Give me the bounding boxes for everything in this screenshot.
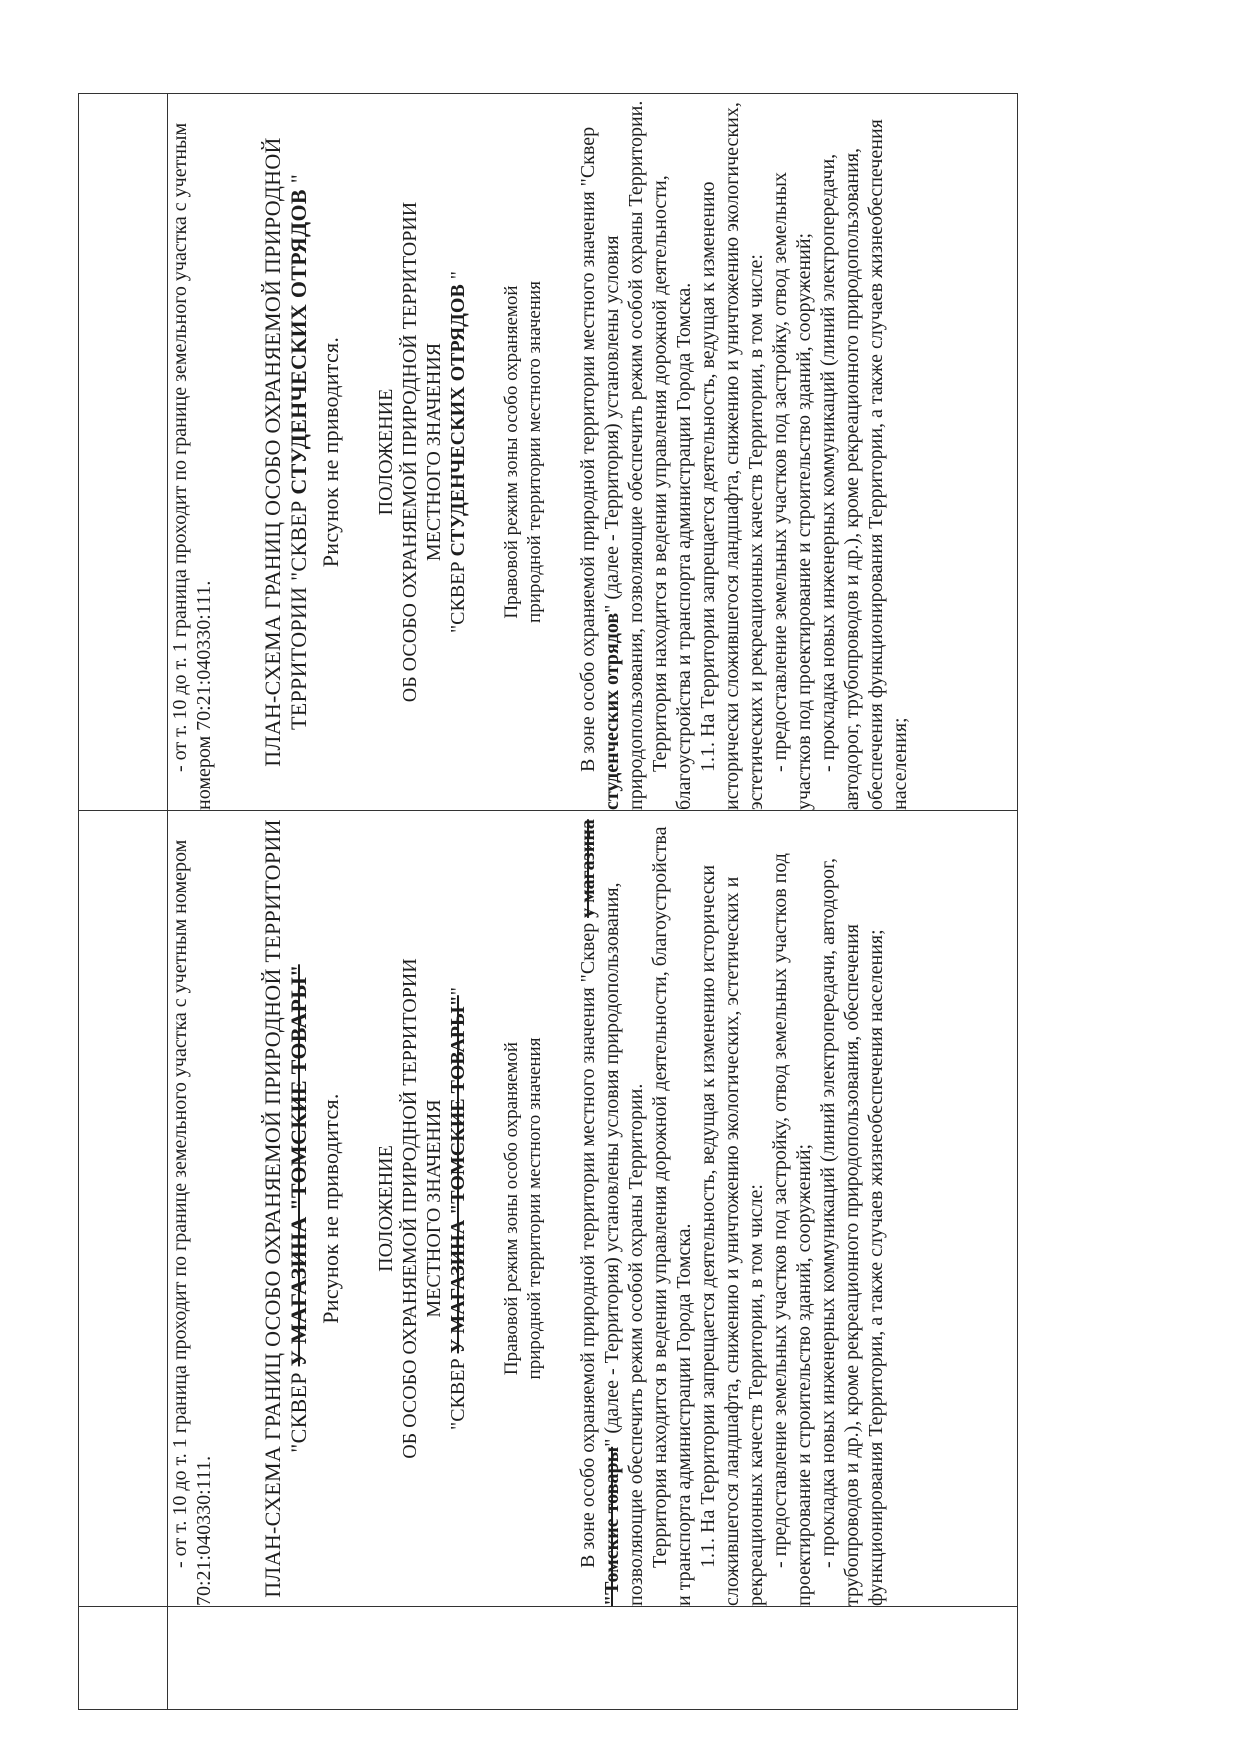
new-regime-line-2: природной территории местного значения [524,281,545,623]
new-plan-title: ПЛАН-СХЕМА ГРАНИЦ ОСОБО ОХРАНЯЕМОЙ ПРИРОДНОЙ ТЕРРИТОРИИ "СКВЕР СТУДЕНЧЕСКИХ ОТРЯДОВ " [260,137,311,767]
old-plan-title: ПЛАН-СХЕМА ГРАНИЦ ОСОБО ОХРАНЯЕМОЙ ПРИРОДНОЙ ТЕРРИТОРИИ "СКВЕР У МАГАЗИНА "ТОМСКИЕ ТОВАРЫ" [260,819,311,1598]
new-polozhenie-line-3: МЕСТНОГО ЗНАЧЕНИЯ [423,342,445,562]
comparison-table-rotated [78,97,1015,1710]
old-polozhenie-deleted: У МАГАЗИНА "ТОМСКИЕ ТОВАРЫ" [447,995,469,1354]
new-paragraph-5: - прокладка новых инженерных коммуникаций (линий электропередачи, автодорог, трубопроводов и др.), кроме рекреационного природопользования, обеспечения функционирования Территории, а также случаев жизнеобеспечения населения; [817,119,911,810]
new-polozhenie-line-2: ОБ ОСОБО ОХРАНЯЕМОЙ ПРИРОДНОЙ ТЕРРИТОРИИ [399,201,421,703]
old-paragraph-1: В зоне особо охраняемой природной территории местного значения "Сквер у магазина "Томские товары" (далее - Территория) установлены условия природопользования, позволяющие обеспечить режим особой охраны Территории. [577,819,647,1606]
old-paragraph-1-deleted: у магазина "Томские товары [577,819,623,1606]
table-cell-number [168,1607,1018,1710]
old-polozhenie-line-2: ОБ ОСОБО ОХРАНЯЕМОЙ ПРИРОДНОЙ ТЕРРИТОРИИ [399,958,421,1459]
old-polozhenie-line-4: "СКВЕР У МАГАЗИНА "ТОМСКИЕ ТОВАРЫ"" [447,987,469,1430]
old-plan-note: Рисунок не приводится. [318,1093,343,1324]
old-plan-title-deleted: У МАГАЗИНА "ТОМСКИЕ ТОВАРЫ" [286,964,311,1367]
new-paragraph-1: В зоне особо охраняемой природной территории местного значения "Сквер студенческих отрядов" (далее - Территория) установлены условия природопользования, позволяющие обеспечить режим особой охраны Территории. [577,100,647,810]
new-paragraph-2: Территория находится в ведении управления дорожной деятельности, благоустройства и транспорта администрации Города Томска. [649,175,695,810]
old-polozhenie-line-3: МЕСТНОГО ЗНАЧЕНИЯ [423,1099,445,1318]
table-header-cell-new [79,94,168,811]
new-paragraph-1-inserted: студенческих отрядов [601,612,623,810]
new-boundary-text: - от т. 10 до т. 1 граница проходит по границе земельного участка с учетным номером 70:21:040330:111. [169,122,215,810]
old-polozhenie-heading: ПОЛОЖЕНИЕ [375,1145,397,1272]
old-edition-cell [168,811,1018,1607]
table-header-cell-old [79,811,168,1607]
comparison-table [78,93,1018,1710]
old-paragraph-3: 1.1. На Территории запрещается деятельность, ведущая к изменению исторически сложившегося ландшафта, снижению и уничтожению экологических, эстетических и рекреационных качеств Территории, в том числе: [697,864,767,1606]
old-paragraph-2: Территория находится в ведении управления дорожной деятельности, благоустройства и транспорта администрации Города Томска. [649,826,695,1606]
old-paragraph-4: - предоставление земельных участков под застройку, отвод земельных участков под проектирование и строительство зданий, сооружений; [769,853,815,1606]
new-paragraph-3: 1.1. На Территории запрещается деятельность, ведущая к изменению исторически сложившегося ландшафта, снижению и уничтожению экологических, эстетических и рекреационных качеств Территории, в том числе: [697,102,767,810]
new-polozhenie-line-4: "СКВЕР СТУДЕНЧЕСКИХ ОТРЯДОВ " [447,271,469,633]
new-plan-title-inserted: СТУДЕНЧЕСКИХ ОТРЯДОВ [286,189,311,495]
new-polozhenie-heading: ПОЛОЖЕНИЕ [375,388,397,516]
new-paragraph-4: - предоставление земельных участков под застройку, отвод земельных участков под проектирование и строительство зданий, сооружений; [769,172,815,810]
old-regime-line-2: природной территории местного значения [524,1037,545,1380]
table-header-cell-number [79,1607,168,1710]
new-edition-cell [168,94,1018,811]
new-plan-note: Рисунок не приводится. [318,336,343,568]
new-polozhenie-inserted: СТУДЕНЧЕСКИХ ОТРЯДОВ [447,284,469,557]
new-regime-line-1: Правовой режим зоны особо охраняемой [501,285,522,619]
old-regime-line-1: Правовой режим зоны особо охраняемой [501,1041,522,1376]
old-boundary-text: - от т. 10 до т. 1 граница проходит по границе земельного участка с учетным номером 70:21:040330:111. [169,839,215,1606]
old-paragraph-5: - прокладка новых инженерных коммуникаций (линий электропередачи, автодорог, трубопроводов и др.), кроме рекреационного природопользования, обеспечения функционирования Территории, а также случаев жизнеобеспечения населения; [817,857,887,1606]
